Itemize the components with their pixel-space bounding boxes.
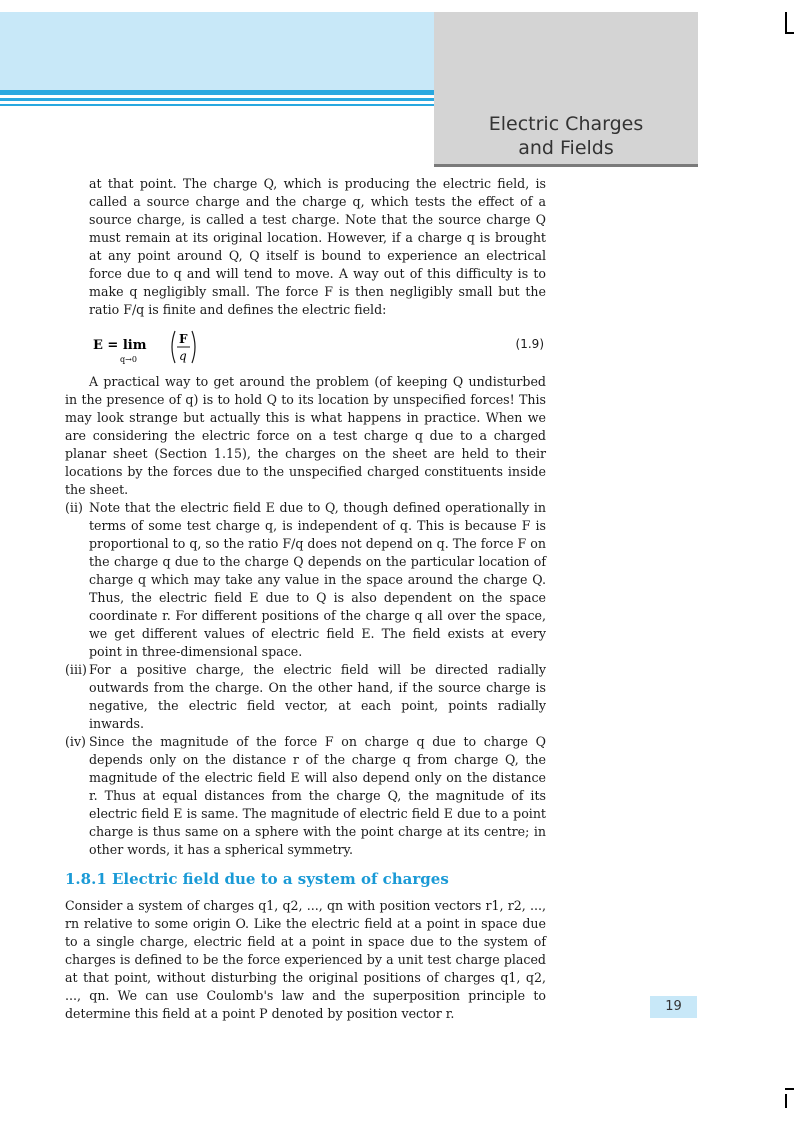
equation-numerator: F [179, 332, 188, 346]
equation-lhs: E = lim [93, 338, 147, 353]
chapter-title [434, 112, 698, 160]
page-number: 19 [650, 996, 697, 1018]
header-band [0, 12, 434, 92]
chapter-title-line1: Electric Charges [488, 113, 644, 135]
chapter-title-box [434, 12, 698, 167]
list-item-number: (iv) [65, 734, 86, 749]
equation-denominator: q [179, 349, 187, 363]
equation-limit: q→0 [120, 355, 137, 364]
section-body: Consider a system of charges q1, q2, ..., qn with position vectors r1, r2, ..., rn relative to some origin O. Like the electric field at a point in space due to a single charge, electric field at a point in space due to the system of charges is defined to be the force experienced by a unit test charge placed at that point, without disturbing the original positions of charges q1, q2, ..., qn. We can use Coulomb's law and the superposition principle to determine this field at a point P denoted by position vector r. [65, 898, 546, 1021]
body-paragraph: A practical way to get around the problem (of keeping Q undisturbed in the presence of q) is to hold Q to its location by unspecified forces! This may look strange but actually this is what happens in practice. When we are considering the electric force on a test charge q due to a charged planar sheet (Section 1.15), the charges on the sheet are held to their locations by the forces due to the unspecified charged constituents inside the sheet. [65, 374, 546, 497]
crop-mark [785, 1094, 787, 1108]
header-rule [0, 90, 434, 95]
list-item-text: Since the magnitude of the force F on charge q due to charge Q depends only on the distance r of the charge q from charge Q, the magnitude of the electric field E will also depend only on the distance r. Thus at equal distances from the charge Q, the magnitude of its electric field E is same. The magnitude of electric field E due to a point charge is thus same on a sphere with the point charge at its centre; in other words, it has a spherical symmetry. [89, 734, 546, 857]
equation-number: (1.9) [515, 337, 544, 351]
crop-mark [785, 12, 787, 34]
header-rule [0, 104, 434, 106]
list-item-text: Note that the electric field E due to Q, though defined operationally in terms of some test charge q, is independent of q. This is because F is proportional to q, so the ratio F/q does not depend on q. The force F on the charge q due to the charge Q depends on the particular location of charge q which may take any value in the space around the charge Q. Thus, the electric field E due to Q is also dependent on the space coordinate r. For different positions of the charge q all over the space, we get different values of electric field E. The field exists at every point in three-dimensional space. [89, 500, 546, 659]
list-item [65, 733, 546, 859]
list-item [65, 499, 546, 661]
page-body [65, 175, 546, 1023]
chapter-title-line2: and Fields [518, 137, 614, 159]
equation-formula [93, 327, 213, 367]
crop-mark [785, 1088, 794, 1090]
list-item-number: (ii) [65, 500, 83, 515]
header-rule [0, 98, 434, 101]
body-paragraph: at that point. The charge Q, which is producing the electric field, is called a source charge and the charge q, which tests the effect of a source charge, is called a test charge. Note that the source charge Q must remain at its original location. However, if a charge q is brought at any point around Q, Q itself is bound to experience an electrical force due to q and will tend to move. A way out of this difficulty is to make q negligibly small. The force F is then negligibly small but the ratio F/q is finite and defines the electric field: [89, 176, 546, 317]
list-item [65, 661, 546, 733]
section-heading: 1.8.1 Electric field due to a system of charges [65, 870, 449, 888]
right-paren-icon [192, 331, 195, 363]
list-item-text: For a positive charge, the electric field will be directed radially outwards from the charge. On the other hand, if the source charge is negative, the electric field vector, at each point, points radially inwards. [89, 662, 546, 731]
crop-mark [785, 32, 794, 34]
equation-1-9 [65, 325, 546, 369]
list-item-number: (iii) [65, 662, 87, 677]
left-paren-icon [172, 331, 175, 363]
